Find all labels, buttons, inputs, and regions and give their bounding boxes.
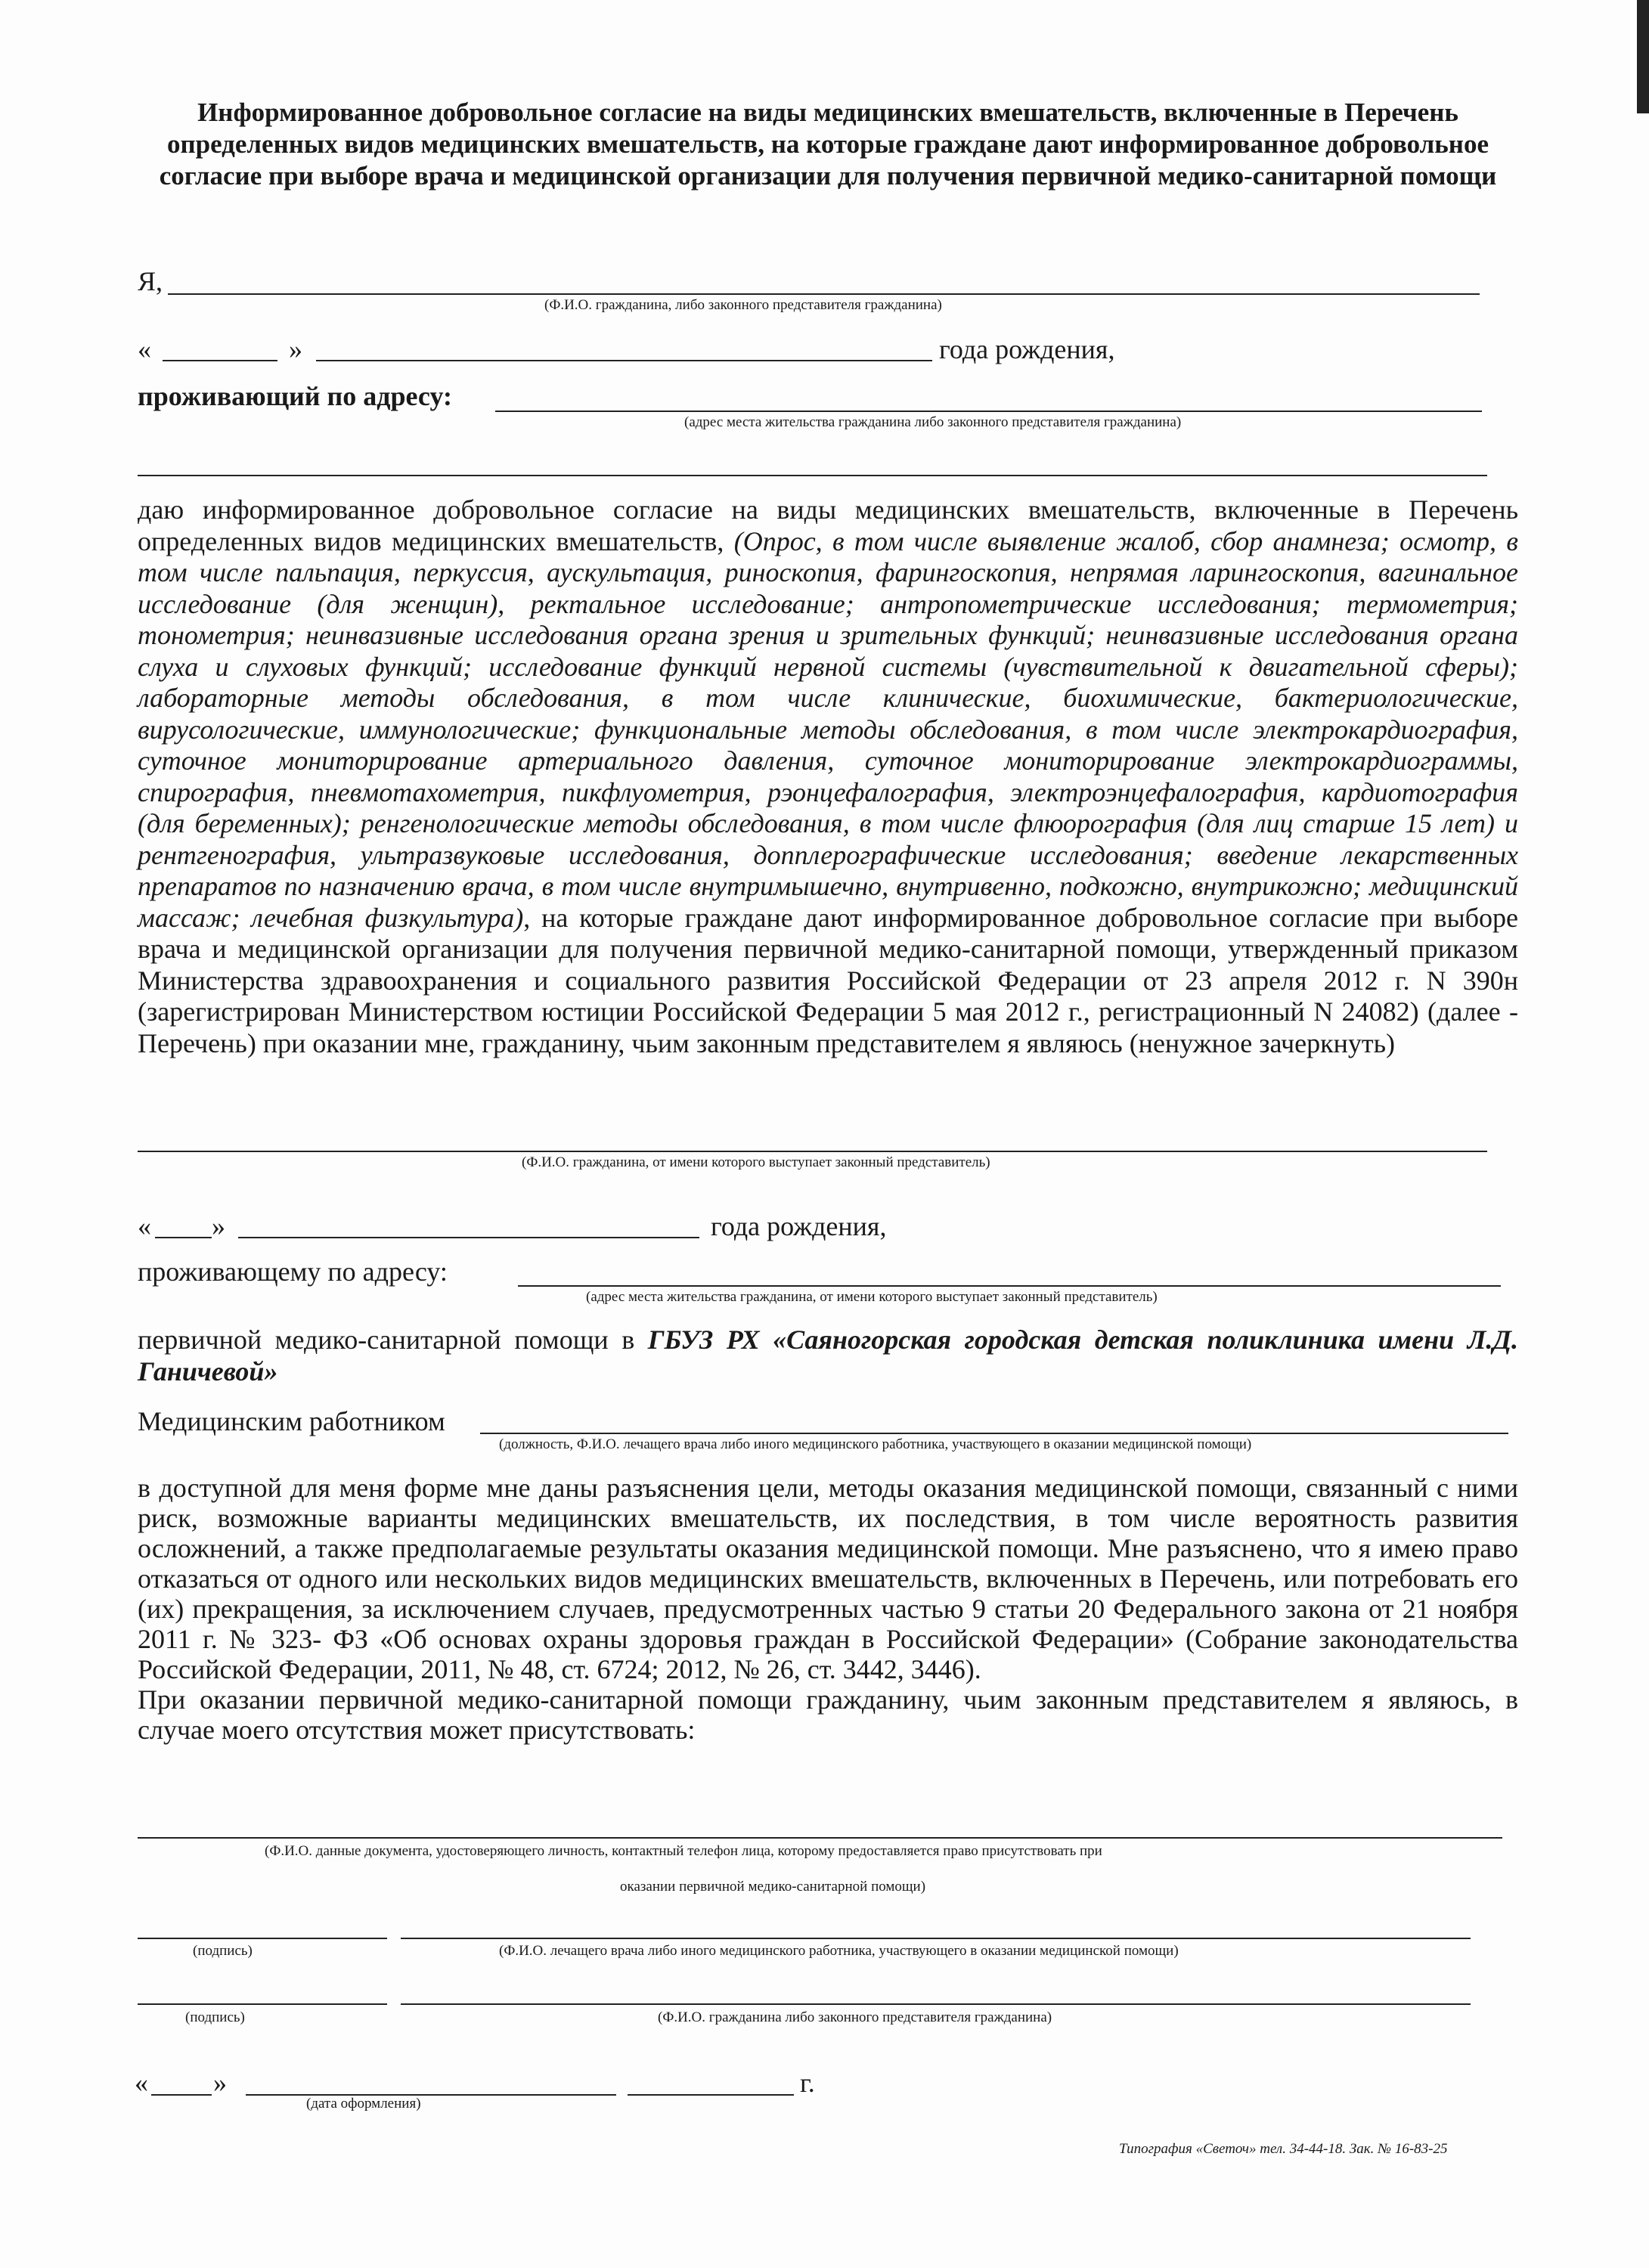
consent-text: даю информированное добровольное согласие на виды медицинских вмешательств, включенные в Перечень определенных видов медицинских вмешательств,: [138, 494, 1518, 556]
organization-name: ГБУЗ РХ «Саяногорская городская детская поликлиника имени Л.Д. Ганичевой»: [138, 1325, 1518, 1387]
address-field[interactable]: [495, 411, 1482, 412]
signature-field-2[interactable]: [138, 2003, 387, 2005]
birth-day-field-2[interactable]: [155, 1237, 212, 1238]
consent-text-continued: , на которые граждане дают информированное добровольное согласие при выборе врача и медицинской организации для получения первичной медико-санитарной помощи, утвержденный приказом Министерства здравоохранения и социального развития Российской Федерации от 23 апреля 2012 г. N 390н (зарегистрирован Министерством юстиции Российской Федерации 5 мая 2012 г., регистрационный N 24082) (далее - Перечень) при оказании мне, гражданину, чьим законным представителем я являюсь (ненужное зачеркнуть): [138, 902, 1518, 1058]
present-person-caption-2: оказании первичной медико-санитарной помощи): [620, 1879, 926, 1895]
quote-close-2: »: [212, 1211, 225, 1241]
signature-caption-1: (подпись): [193, 1943, 253, 1959]
i-label: Я,: [138, 266, 163, 296]
quote-close: »: [289, 334, 302, 364]
birth-label: года рождения,: [939, 334, 1115, 364]
doctor-fio-field[interactable]: [401, 1938, 1471, 1939]
address-caption: (адрес места жительства гражданина либо законного представителя гражданина): [684, 414, 1182, 430]
address-label: проживающий по адресу:: [138, 381, 452, 411]
presence-text: При оказании первичной медико-санитарной помощи гражданину, чьим законным представителем я являюсь, в случае моего отсутствия может присутствовать:: [138, 1684, 1518, 1745]
quote-open-2: «: [138, 1211, 151, 1241]
date-quote-close: »: [213, 2068, 227, 2098]
address-field-2[interactable]: [518, 1285, 1501, 1287]
document-title: Информированное добровольное согласие на виды медицинских вмешательств, включенные в Перечень определенных видов медицинских вмешательств, на которые граждане дают информированное добровольное согласие при выборе врача и медицинской организации для получения первичной медико-санитарной помощи: [159, 98, 1497, 191]
citizen-caption: (Ф.И.О. гражданина либо законного представителя гражданина): [658, 2009, 1052, 2025]
fio-field[interactable]: [168, 293, 1480, 295]
explanation-paragraph: [138, 1473, 1518, 1745]
worker-label: Медицинским работником: [138, 1406, 445, 1436]
birth-day-field[interactable]: [163, 360, 277, 361]
care-provider-text: [138, 1325, 1518, 1387]
birth-month-year-field-2[interactable]: [238, 1237, 699, 1238]
date-month-field[interactable]: [246, 2094, 616, 2096]
doctor-caption: (Ф.И.О. лечащего врача либо иного медицинского работника, участвующего в оказании медицинской помощи): [499, 1943, 1179, 1959]
interventions-list: (Опрос, в том числе выявление жалоб, сбор анамнеза; осмотр, в том числе пальпация, перкуссия, аускультация, риноскопия, фарингоскопия, непрямая ларингоскопия, вагинальное исследование (для женщин), ректальное исследование; антропометрические исследования; термометрия; тонометрия; неинвазивные исследования органа зрения и зрительных функций; неинвазивные исследования органа слуха и слуховых функций; исследование функций нервной системы (чувствительной к двигательной сферы); лабораторные методы обследования, в том числе клинические, биохимические, бактериологические, вирусологические, иммунологические; функциональные методы обследования, в том числе электрокардиография, суточное мониторирование артериального давления, суточное мониторирование электрокардиограммы, спирография, пневмотахометрия, пикфлуометрия, рэонцефалография, электроэнцефалография, кардиотография (для беременных); ренгенологические методы обследования, в том числе флюорография (для лиц старше 15 лет) и рентгенография, ультразвуковые исследования, допплерографические исследования; введение лекарственных препаратов по назначению врача, в том числе внутримышечно, внутривенно, подкожно, внутрикожно; медицинский массаж; лечебная физкультура): [138, 525, 1519, 933]
birth-label-2: года рождения,: [711, 1211, 887, 1241]
care-text: первичной медико-санитарной помощи в: [138, 1325, 648, 1355]
address-caption-2: (адрес места жительства гражданина, от имени которого выступает законный представитель): [586, 1289, 1158, 1305]
present-person-caption: (Ф.И.О. данные документа, удостоверяющего личность, контактный телефон лица, которому предоставляется право присутствовать при: [265, 1843, 1102, 1859]
address-field-line-2[interactable]: [138, 475, 1487, 476]
date-caption: (дата оформления): [306, 2096, 421, 2112]
year-suffix: г.: [800, 2068, 815, 2098]
explanation-text: в доступной для меня форме мне даны разъяснения цели, методы оказания медицинской помощи, связанный с ними риск, возможные варианты медицинских вмешательств, их последствия, в том числе вероятность развития осложнений, а также предполагаемые результаты оказания медицинской помощи. Мне разъяснено, что я имею право отказаться от одного или нескольких видов медицинских вмешательств, включенных в Перечень, или потребовать его (их) прекращения, за исключением случаев, предусмотренных частью 9 статьи 20 Федерального закона от 21 ноября 2011 г. № 323- ФЗ «Об основах охраны здоровья граждан в Российской Федерации» (Собрание законодательства Российской Федерации, 2011, № 48, ст. 6724; 2012, № 26, ст. 3442, 3446).: [138, 1473, 1518, 1684]
consent-paragraph: [138, 494, 1518, 1059]
date-quote-open: «: [135, 2068, 148, 2098]
present-person-field[interactable]: [138, 1837, 1502, 1839]
citizen-fio-field[interactable]: [401, 2003, 1471, 2005]
signature-caption-2: (подпись): [185, 2009, 245, 2025]
fio-caption: (Ф.И.О. гражданина, либо законного представителя гражданина): [544, 297, 942, 313]
date-year-field[interactable]: [628, 2094, 794, 2096]
birth-month-year-field[interactable]: [316, 360, 932, 361]
printer-footer: Типография «Светоч» тел. 34-44-18. Зак. № 16-83-25: [1119, 2141, 1448, 2157]
worker-field[interactable]: [480, 1433, 1508, 1434]
represented-fio-field[interactable]: [138, 1151, 1487, 1152]
date-day-field[interactable]: [151, 2094, 212, 2096]
scan-edge: [1637, 0, 1649, 113]
quote-open: «: [138, 334, 151, 364]
worker-caption: (должность, Ф.И.О. лечащего врача либо иного медицинского работника, участвующего в оказании медицинской помощи): [499, 1436, 1252, 1452]
address-label-2: проживающему по адресу:: [138, 1256, 448, 1287]
represented-fio-caption: (Ф.И.О. гражданина, от имени которого выступает законный представитель): [522, 1154, 990, 1170]
signature-field-1[interactable]: [138, 1938, 387, 1939]
